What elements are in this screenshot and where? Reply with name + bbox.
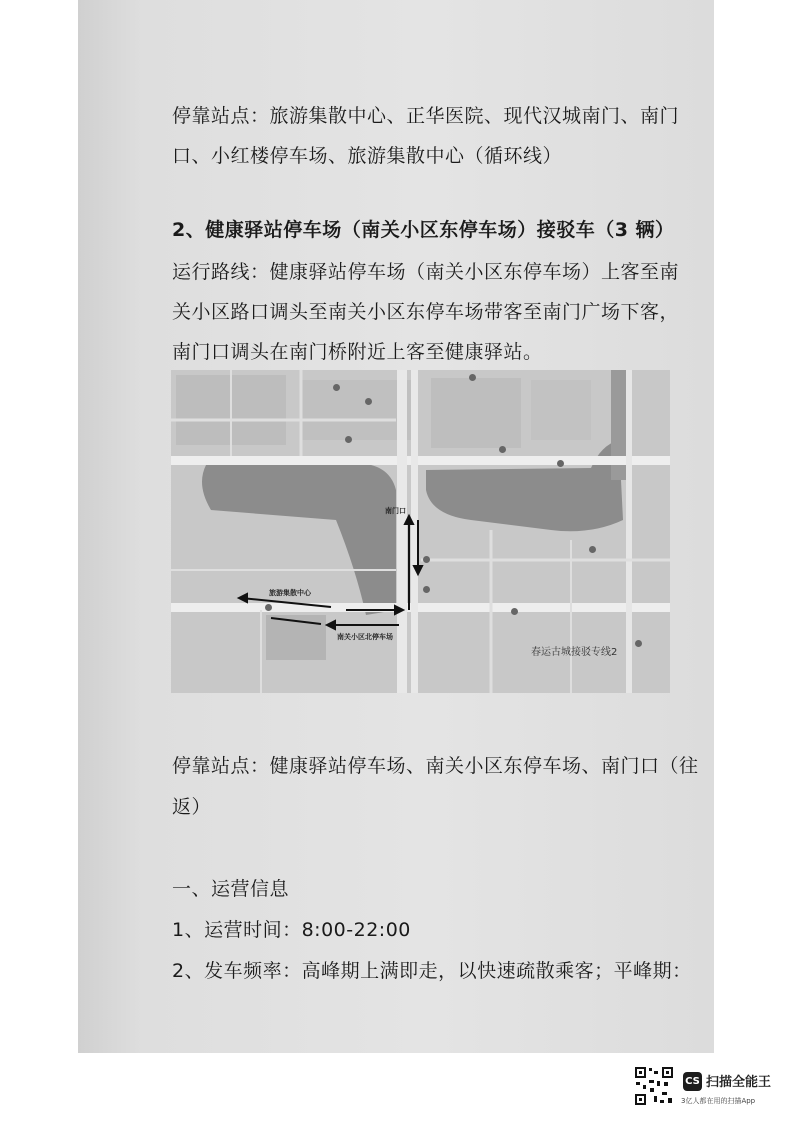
- map-pin-icon: [423, 556, 430, 563]
- map-label-route-name: 春运古城接驳专线2: [531, 647, 618, 658]
- map-pin-icon: [635, 640, 642, 647]
- map-pin-icon: [469, 374, 476, 381]
- map-label-nanmenkou: 南门口: [385, 507, 406, 515]
- section-heading-2: 2、健康驿站停车场（南关小区东停车场）接驳车（3 辆）: [172, 219, 675, 241]
- operation-time: 1、运营时间：8:00-22:00: [172, 919, 411, 941]
- qr-code-icon: [634, 1066, 674, 1106]
- camscanner-logo: CS: [683, 1072, 702, 1091]
- stops-line-2: 口、小红楼停车场、旅游集散中心（循环线）: [172, 145, 563, 167]
- map-pin-icon: [589, 546, 596, 553]
- map-pin-icon: [265, 604, 272, 611]
- section-operation-info: 一、运营信息: [172, 878, 290, 900]
- map-label-tourism-center: 旅游集散中心: [269, 589, 311, 597]
- route-line-3: 南门口调头在南门桥附近上客至健康驿站。: [172, 341, 543, 363]
- map-pin-icon: [557, 460, 564, 467]
- map-pin-icon: [511, 608, 518, 615]
- map-label-nanguan-lot: 南关小区北停车场: [337, 633, 393, 641]
- route-line-2: 关小区路口调头至南关小区东停车场带客至南门广场下客，: [172, 301, 680, 323]
- brand-tagline: 3亿人都在用的扫描App: [681, 1097, 756, 1105]
- stops2-line-1: 停靠站点：健康驿站停车场、南关小区东停车场、南门口（往: [172, 755, 699, 777]
- route-line-1: 运行路线：健康驿站停车场（南关小区东停车场）上客至南: [172, 261, 680, 283]
- brand-name: 扫描全能王: [706, 1075, 772, 1090]
- map-pin-icon: [345, 436, 352, 443]
- stops-line-1: 停靠站点：旅游集散中心、正华医院、现代汉城南门、南门: [172, 105, 680, 127]
- map-pin-icon: [499, 446, 506, 453]
- departure-frequency: 2、发车频率：高峰期上满即走，以快速疏散乘客；平峰期：: [172, 960, 692, 982]
- map-pin-icon: [365, 398, 372, 405]
- stops2-line-2: 返）: [172, 796, 212, 818]
- map-pin-icon: [423, 586, 430, 593]
- map-pin-icon: [333, 384, 340, 391]
- route-map: [171, 370, 670, 693]
